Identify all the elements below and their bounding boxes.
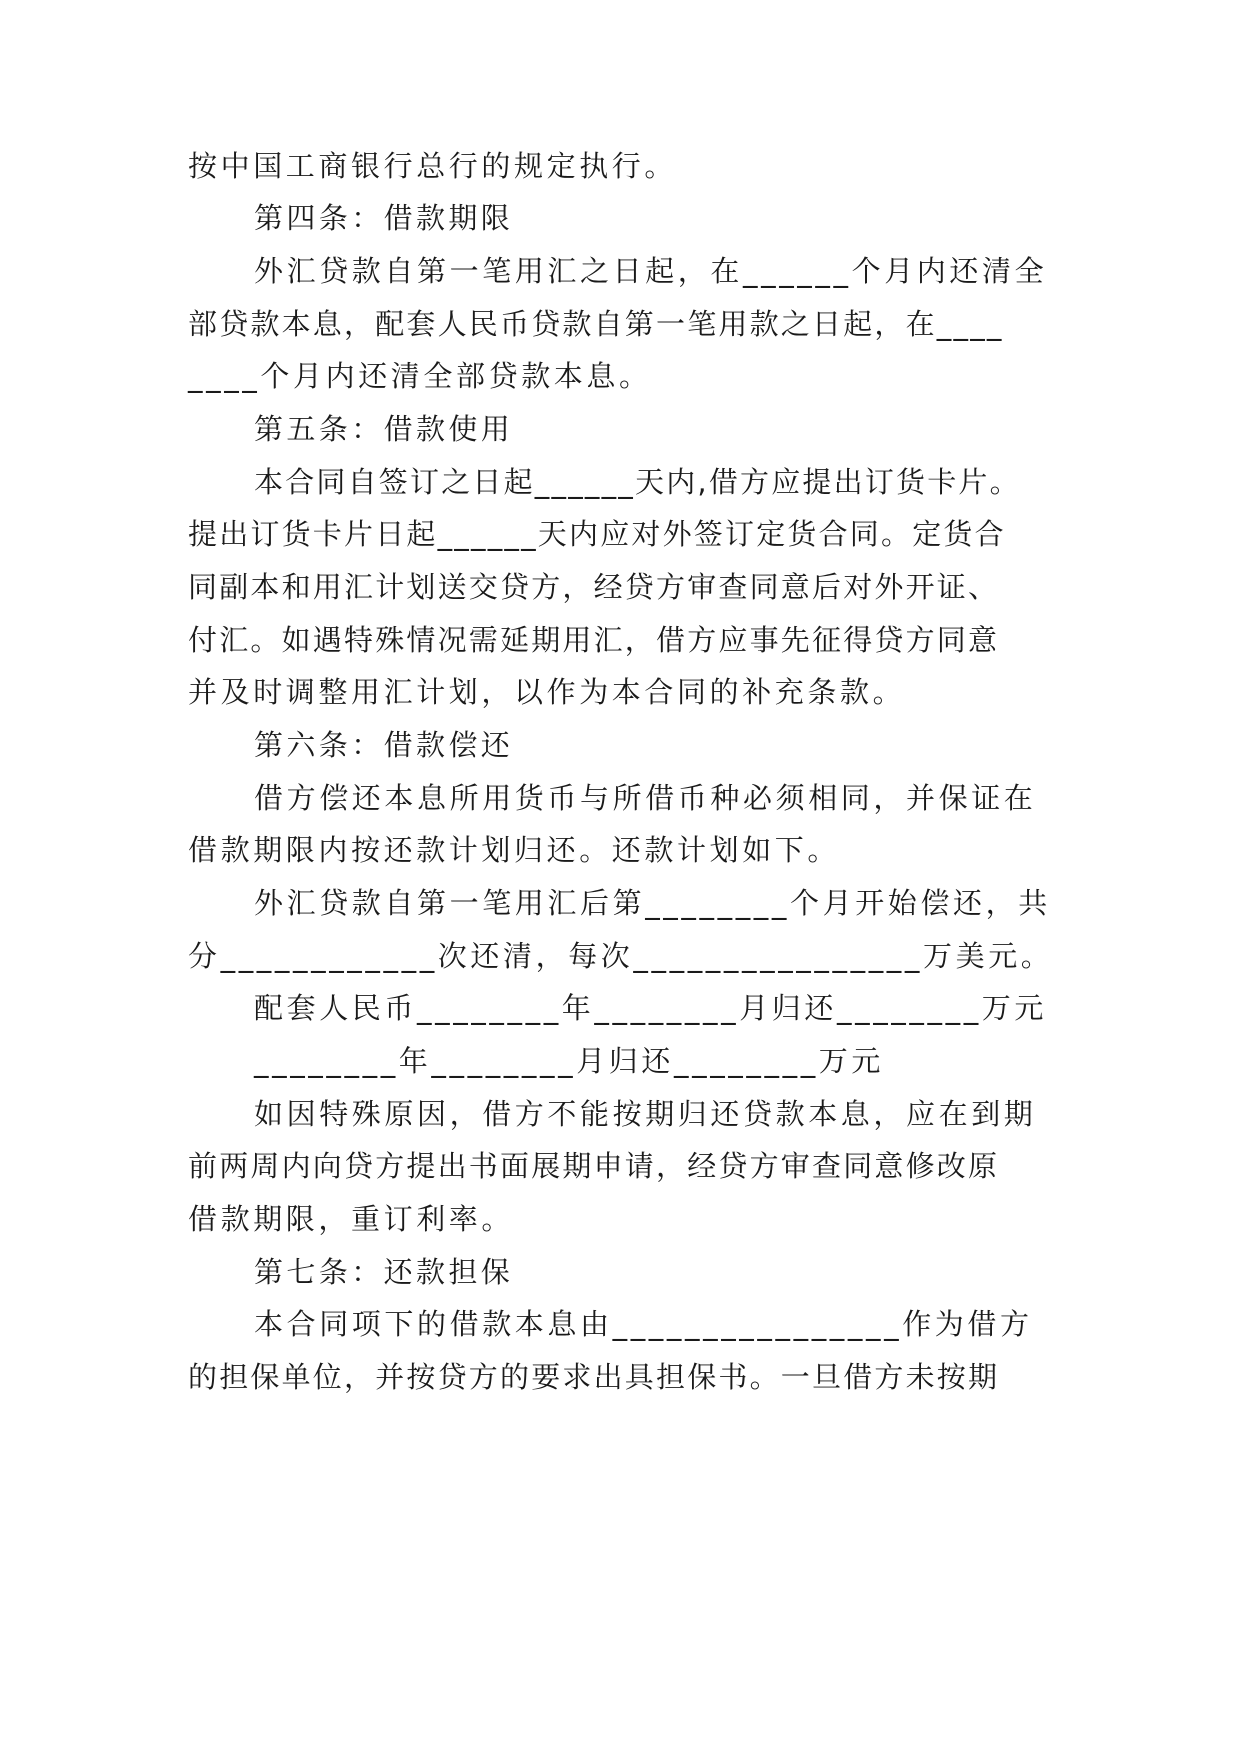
- text-line: 前两周内向贷方提出书面展期申请，经贷方审查同意修改原: [188, 1149, 1000, 1183]
- text-line: 分____________次还清，每次________________万美元。: [188, 939, 1054, 973]
- text-line: 提出订货卡片日起______天内应对外签订定货合同。定货合: [188, 517, 1006, 551]
- article-heading-7: 第七条：还款担保: [254, 1255, 514, 1289]
- text-line: 的担保单位，并按贷方的要求出具担保书。一旦借方未按期: [188, 1360, 1000, 1394]
- article-heading-5: 第五条：借款使用: [254, 412, 514, 446]
- text-line: 借方偿还本息所用货币与所借币种必须相同，并保证在: [254, 781, 1037, 815]
- text-line: 如因特殊原因，借方不能按期归还贷款本息，应在到期: [254, 1097, 1037, 1131]
- text-line: 按中国工商银行总行的规定执行。: [188, 149, 678, 183]
- text-line: 配套人民币________年________月归还________万元: [254, 991, 1048, 1025]
- text-line: 本合同自签订之日起______天内,借方应提出订货卡片。: [254, 465, 1021, 499]
- text-line: ________年________月归还________万元: [254, 1044, 884, 1078]
- text-line: 付汇。如遇特殊情况需延期用汇，借方应事先征得贷方同意: [188, 623, 1000, 657]
- text-line: ____个月内还清全部贷款本息。: [188, 359, 652, 393]
- text-line: 外汇贷款自第一笔用汇之日起，在______个月内还清全: [254, 254, 1048, 288]
- article-heading-6: 第六条：借款偿还: [254, 728, 514, 762]
- text-line: 并及时调整用汇计划，以作为本合同的补充条款。: [188, 675, 906, 709]
- text-line: 借款期限，重订利率。: [188, 1202, 515, 1236]
- text-line: 借款期限内按还款计划归还。还款计划如下。: [188, 833, 841, 867]
- text-line: 同副本和用汇计划送交贷方，经贷方审查同意后对外开证、: [188, 570, 1000, 604]
- text-line: 外汇贷款自第一笔用汇后第________个月开始偿还，共: [254, 886, 1051, 920]
- text-line: 部贷款本息，配套人民币贷款自第一笔用款之日起，在____: [188, 307, 1004, 341]
- text-line: 本合同项下的借款本息由________________作为借方: [254, 1307, 1033, 1341]
- article-heading-4: 第四条：借款期限: [254, 201, 514, 235]
